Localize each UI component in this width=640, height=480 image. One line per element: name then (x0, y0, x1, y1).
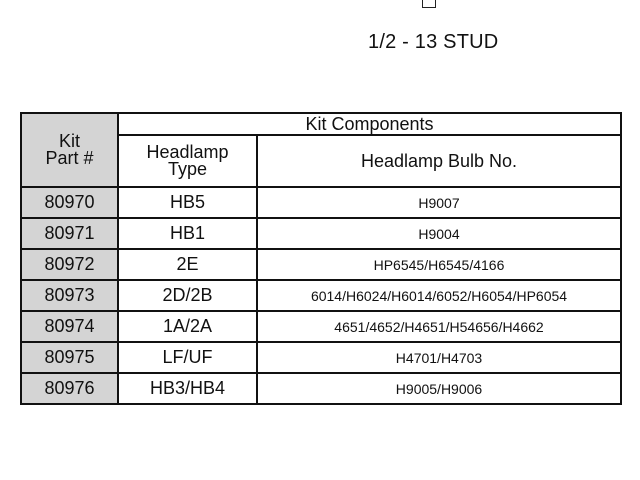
header-kit-part-line1: Kit (58, 131, 80, 151)
kit-part-cell: 80976 (21, 373, 118, 404)
headlamp-type-cell: 2E (118, 249, 257, 280)
header-kit-part (21, 113, 118, 187)
bulb-number-cell: 4651/4652/H4651/H54656/H4662 (257, 311, 621, 342)
table-row (21, 218, 621, 249)
header-headlamp-type-line1: Headlamp (146, 142, 229, 162)
kit-part-cell: 80972 (21, 249, 118, 280)
top-corner-mark (422, 0, 436, 8)
header-headlamp-type (118, 135, 257, 187)
bulb-number-cell: H9007 (257, 187, 621, 218)
header-headlamp-bulb-no: Headlamp Bulb No. (257, 135, 621, 187)
headlamp-type-cell: HB5 (118, 187, 257, 218)
kit-part-cell: 80973 (21, 280, 118, 311)
header-kit-components: Kit Components (118, 113, 621, 135)
kit-part-cell: 80971 (21, 218, 118, 249)
table-row (21, 187, 621, 218)
table-row (21, 342, 621, 373)
bulb-number-cell: H9005/H9006 (257, 373, 621, 404)
kit-part-cell: 80974 (21, 311, 118, 342)
kit-part-cell: 80970 (21, 187, 118, 218)
table-row (21, 280, 621, 311)
header-headlamp-type-line2: Type (167, 159, 208, 179)
headlamp-type-cell: 2D/2B (118, 280, 257, 311)
kit-components-table (20, 112, 622, 405)
bulb-number-cell: H9004 (257, 218, 621, 249)
kit-part-cell: 80975 (21, 342, 118, 373)
headlamp-type-cell: 1A/2A (118, 311, 257, 342)
table-row (21, 249, 621, 280)
bulb-number-cell: 6014/H6024/H6014/6052/H6054/HP6054 (257, 280, 621, 311)
bulb-number-cell: HP6545/H6545/4166 (257, 249, 621, 280)
table-row (21, 311, 621, 342)
headlamp-type-cell: HB1 (118, 218, 257, 249)
headlamp-type-cell: LF/UF (118, 342, 257, 373)
stud-title: 1/2 - 13 STUD (368, 31, 499, 53)
headlamp-type-cell: HB3/HB4 (118, 373, 257, 404)
table-row (21, 373, 621, 404)
header-kit-part-line2: Part # (45, 148, 94, 168)
bulb-number-cell: H4701/H4703 (257, 342, 621, 373)
